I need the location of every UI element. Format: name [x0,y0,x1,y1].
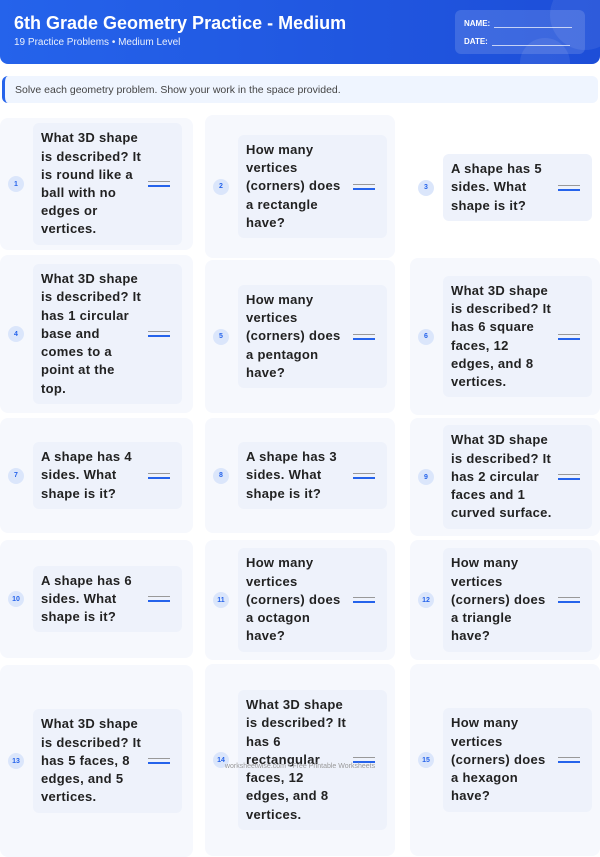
problem-question: A shape has 4 sides. What shape is it? [33,442,182,509]
answer-line[interactable] [148,181,170,187]
problem-card [0,118,193,250]
problem-number: 9 [418,469,434,485]
problem-question: What 3D shape is described? It has 1 circular base and comes to a point at the top. [33,264,182,403]
answer-line[interactable] [148,596,170,602]
problem-card [205,540,395,660]
problem-question: How many vertices (corners) does a rectangle have? [238,135,387,238]
answer-line[interactable] [353,597,375,603]
problem-question: How many vertices (corners) does a hexagon have? [443,708,592,811]
answer-line[interactable] [558,334,580,340]
date-field[interactable] [464,37,570,46]
problem-question: A shape has 6 sides. What shape is it? [33,566,182,633]
problem-number: 3 [418,180,434,196]
problem-number: 8 [213,468,229,484]
answer-line[interactable] [558,474,580,480]
problem-number: 4 [8,326,24,342]
problem-card [410,140,600,235]
page-subtitle: 19 Practice Problems • Medium Level [14,37,181,48]
problem-question: What 3D shape is described? It has 2 circular faces and 1 curved surface. [443,425,592,528]
answer-line[interactable] [353,334,375,340]
problem-question: How many vertices (corners) does a triangle have? [443,548,592,651]
problem-card [205,115,395,258]
problem-number: 1 [8,176,24,192]
problem-card [205,260,395,413]
footer: worksheetwise.com • Free Printable Worksheets [224,763,376,770]
answer-line[interactable] [148,473,170,479]
answer-line[interactable] [353,184,375,190]
problem-number: 6 [418,329,434,345]
problem-card [205,418,395,533]
problem-question: What 3D shape is described? It is round like a ball with no edges or vertices. [33,123,182,244]
problem-number: 7 [8,468,24,484]
problem-number: 5 [213,329,229,345]
instructions: Solve each geometry problem. Show your work in the space provided. [2,76,598,103]
page-title: 6th Grade Geometry Practice - Medium [14,13,347,33]
problem-card [410,664,600,856]
problem-question: What 3D shape is described? It has 6 square faces, 12 edges, and 8 vertices. [443,276,592,397]
problem-number: 10 [8,591,24,607]
problem-card [0,665,193,857]
date-label: DATE: [464,37,488,46]
problem-question: How many vertices (corners) does a octagon have? [238,548,387,651]
name-label: NAME: [464,19,491,28]
problem-card [410,418,600,536]
problem-question: What 3D shape is described? It has 6 rectangular faces, 12 edges, and 8 vertices. [238,690,387,829]
problem-card [205,664,395,856]
problem-card [0,255,193,413]
problem-number: 2 [213,179,229,195]
problem-card [410,540,600,660]
problem-number: 15 [418,752,434,768]
answer-line[interactable] [148,331,170,337]
answer-line[interactable] [558,597,580,603]
name-field[interactable] [464,19,572,28]
problem-card [410,258,600,415]
answer-line[interactable] [353,473,375,479]
problem-number: 14 [213,752,229,768]
problem-question: How many vertices (corners) does a pentagon have? [238,285,387,388]
problem-card [0,540,193,658]
problem-number: 13 [8,753,24,769]
worksheet-header [0,0,600,64]
problem-card [0,418,193,533]
problem-question: A shape has 5 sides. What shape is it? [443,154,592,221]
problem-question: A shape has 3 sides. What shape is it? [238,442,387,509]
problem-number: 11 [213,592,229,608]
problem-number: 12 [418,592,434,608]
problem-question: What 3D shape is described? It has 5 faces, 8 edges, and 5 vertices. [33,709,182,812]
name-date-box [455,10,585,54]
answer-line[interactable] [558,185,580,191]
